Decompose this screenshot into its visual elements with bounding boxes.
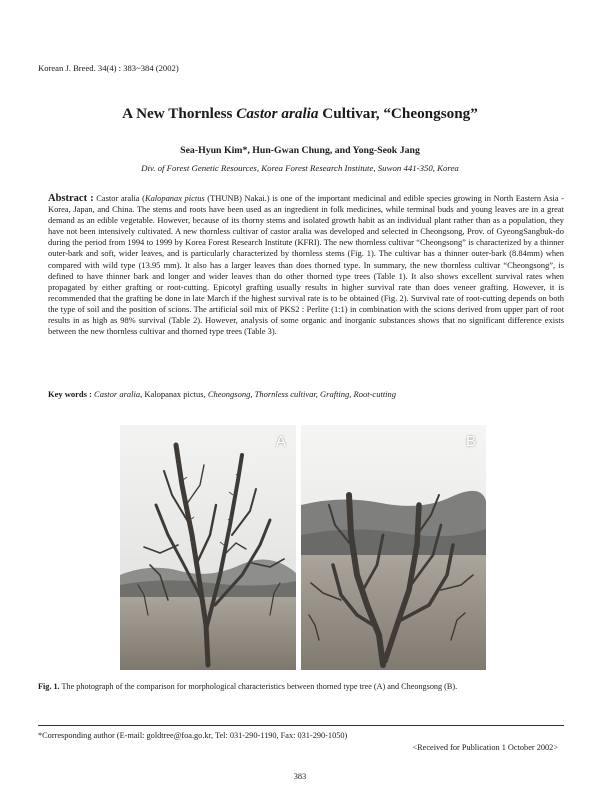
- title-part-1: A New Thornless: [122, 105, 237, 122]
- keywords-label: Key words :: [48, 389, 92, 399]
- abstract-species: Kalopanax pictus: [144, 193, 205, 203]
- page-number: 383: [293, 772, 307, 781]
- tree-photo-b-image: [301, 425, 486, 670]
- title-part-2: Cultivar, “Cheongsong”: [318, 105, 478, 122]
- figure-photo-b: [301, 425, 486, 670]
- abstract-text-2: (THUNB) Nakai.) is one of the important medicinal and edible species growing in North Eastern Asia - Korea, Japan, and China. The stems and roots have been used as an ingredient in folk medicines, while terminal buds and young leaves are in a great demand as an edible vegetable. However, because of its thorny stems and isolated growth habit as an individual plant rather than as a population, they have not been intensively cultivated. A new thornless cultivar of castor aralia was developed and selected in Cheongsong, Prov. of GyeongSangbuk-do during the period from 1994 to 1999 by Korea Forest Research Institute (KFRI). The new thornless cultivar “Cheongsong” is characterized by a thinner outer-bark and soft, wider leaves, and is particularly characterized by thornless stems (Fig. 1). The cultivar has a thinner outer-bark (8.84mm) when compared with wild type (13.95 mm). It also has a larger leaves than does thorned type. In summary, the new thornless cultivar “Cheongsong”, is defined to have thinner bark and longer and wider leaves than do other thorned type trees (Table 1). It also shows excellent survival rates when propagated by either grafting or root-cutting. Epicotyl grafting usually results in higher survival rate than does veneer grafting. However, it is recommended that the grafting be done in late March if the highest survival rate is to be obtained (Fig. 2). Survival rate of root-cutting depends on both the type of soil and the position of scions. The artificial soil mix of PKS2 : Perlite (1:1) in combination with the scions derived from upper part of root results in as high as 98% survival (Table 2). However, analysis of some organic and inorganic substances shows that no significant difference exists between the new thornless cultivar and thorned type trees (Table 3).: [48, 193, 564, 337]
- figure-caption-text: The photograph of the comparison for morphological characteristics between thorned type tree (A) and Cheongsong (B).: [59, 682, 458, 691]
- abstract: [48, 193, 564, 337]
- title-species: Castor aralia: [236, 105, 319, 122]
- panel-label-b: B: [465, 433, 476, 450]
- corresponding-author-note: *Corresponding author (E-mail: goldtree@foa.go.kr, Tel: 031-290-1190, Fax: 031-290-1050): [38, 731, 348, 740]
- keyword-2: Kalopanax pictus,: [142, 389, 208, 399]
- author-list: Sea-Hyun Kim*, Hun-Gwan Chung, and Yong-Seok Jang: [180, 145, 420, 156]
- abstract-label: Abstract :: [48, 193, 94, 204]
- keyword-1: Castor aralia,: [94, 389, 143, 399]
- journal-citation: Korean J. Breed. 34(4) : 383~384 (2002): [38, 63, 179, 73]
- panel-label-a: A: [275, 433, 286, 450]
- figure-caption: [38, 682, 578, 691]
- article-title: [0, 105, 600, 123]
- keyword-3: Cheongsong, Thornless cultivar, Grafting, Root-cutting: [207, 389, 397, 399]
- affiliation: Div. of Forest Genetic Resources, Korea Forest Research Institute, Suwon 441-350, Korea: [141, 163, 459, 173]
- keywords: [48, 389, 564, 399]
- tree-photo-a-image: [120, 425, 296, 670]
- figure-photo-a: [120, 425, 296, 670]
- figure-caption-label: Fig. 1.: [38, 682, 60, 691]
- received-date: <Received for Publication 1 October 2002>: [412, 743, 558, 752]
- footnote-divider: [38, 725, 564, 726]
- abstract-text-1: Castor aralia (: [93, 193, 145, 203]
